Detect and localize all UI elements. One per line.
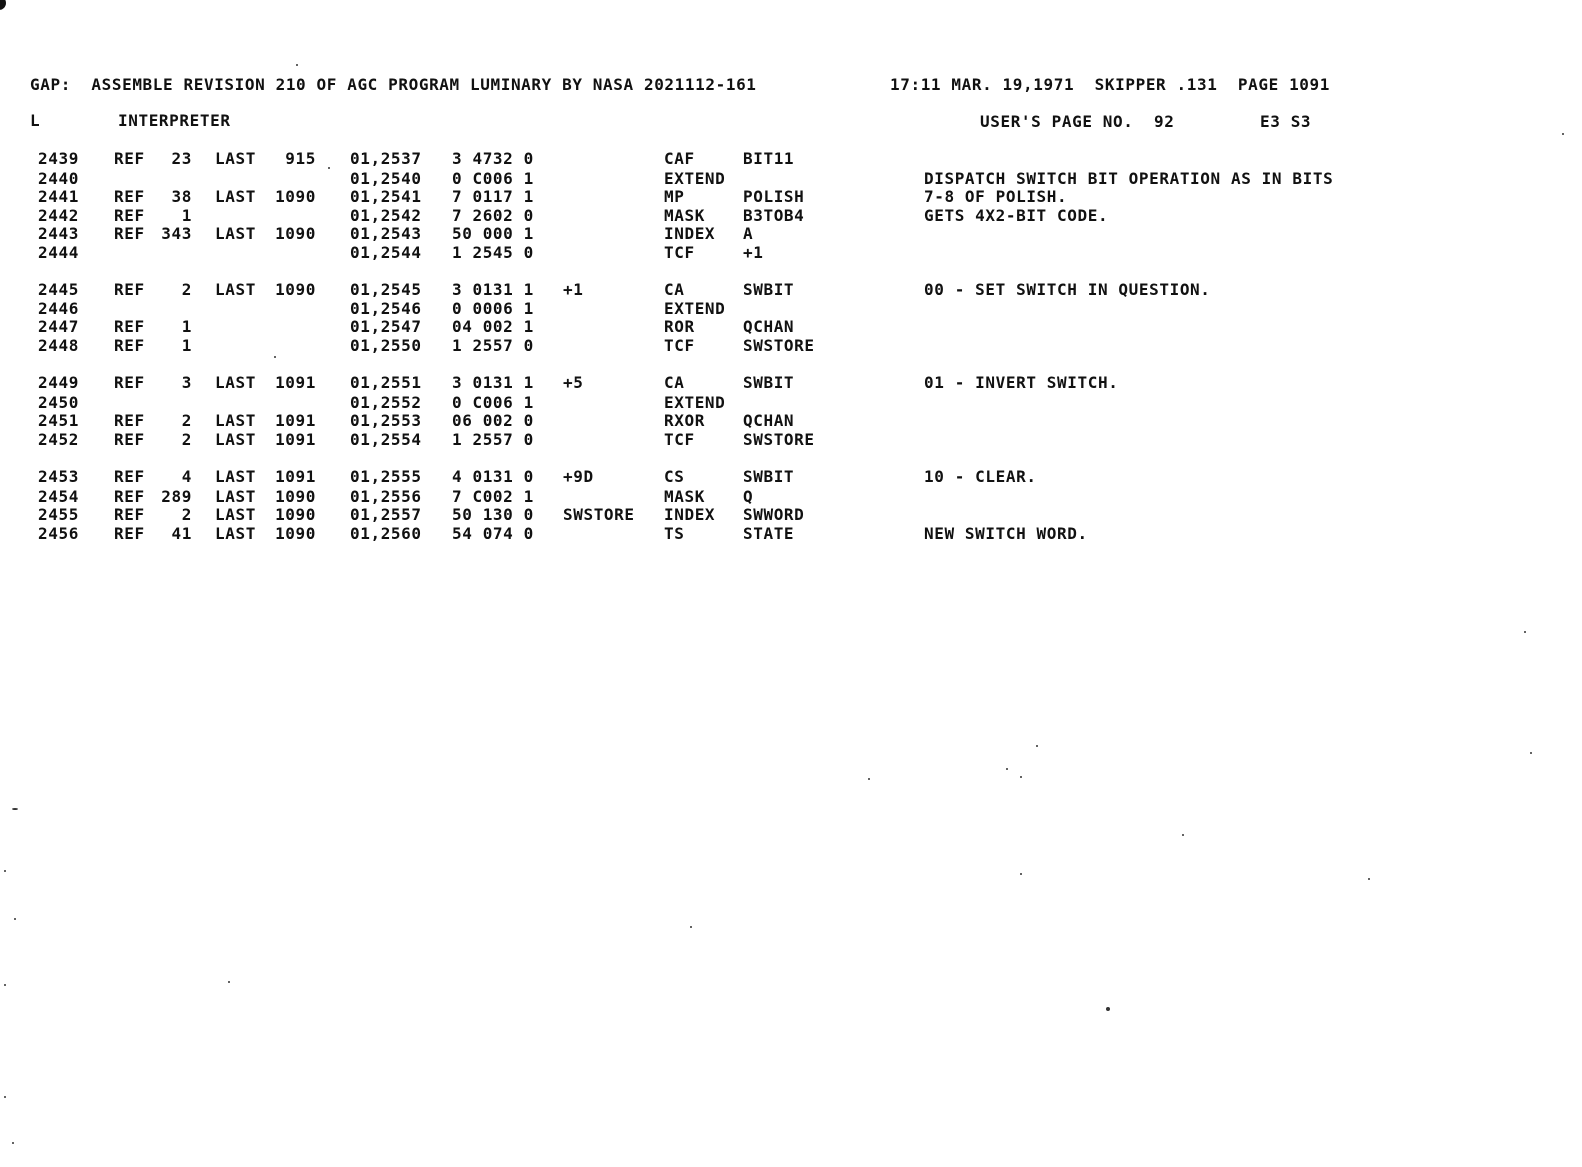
- octal-code: 04 002 1: [452, 317, 534, 336]
- scan-speck: [1020, 873, 1022, 875]
- octal-code: 0 0006 1: [452, 299, 534, 318]
- last-page: 1090: [275, 187, 316, 206]
- memory-address: 01,2554: [350, 430, 422, 449]
- operand: SWSTORE: [743, 430, 815, 449]
- scan-speck: [4, 870, 6, 872]
- header-section: INTERPRETER: [118, 111, 231, 130]
- listing-row: [0, 244, 1582, 262]
- ref-count: 2: [181, 505, 192, 524]
- memory-address: 01,2545: [350, 280, 422, 299]
- scan-speck: [274, 356, 276, 358]
- scan-speck: [1368, 878, 1370, 880]
- listing-row: [0, 281, 1582, 299]
- operand: B3TOB4: [743, 206, 805, 225]
- line-number: 2442: [38, 206, 79, 225]
- octal-code: 1 2545 0: [452, 243, 534, 262]
- ref-keyword: REF: [114, 524, 145, 543]
- last-keyword: LAST: [215, 505, 256, 524]
- line-number: 2452: [38, 430, 79, 449]
- scan-speck: [12, 808, 18, 810]
- last-keyword: LAST: [215, 373, 256, 392]
- memory-address: 01,2541: [350, 187, 422, 206]
- last-keyword: LAST: [215, 467, 256, 486]
- memory-address: 01,2544: [350, 243, 422, 262]
- operand: QCHAN: [743, 411, 795, 430]
- last-page: 1091: [275, 467, 316, 486]
- operand: Q: [743, 487, 754, 506]
- line-number: 2449: [38, 373, 79, 392]
- opcode: INDEX: [664, 224, 716, 243]
- opcode: MP: [664, 187, 685, 206]
- symbol-label: +9D: [563, 467, 594, 486]
- header-sheet-code: E3 S3: [1260, 112, 1312, 131]
- operand: SWBIT: [743, 373, 795, 392]
- last-keyword: LAST: [215, 224, 256, 243]
- ref-keyword: REF: [114, 206, 145, 225]
- opcode: RXOR: [664, 411, 705, 430]
- octal-code: 1 2557 0: [452, 336, 534, 355]
- scan-speck: [1006, 768, 1008, 770]
- opcode: ROR: [664, 317, 695, 336]
- scan-speck: [1106, 1007, 1110, 1011]
- operand: +1: [743, 243, 764, 262]
- symbol-label: SWSTORE: [563, 505, 635, 524]
- last-keyword: LAST: [215, 187, 256, 206]
- octal-code: 54 074 0: [452, 524, 534, 543]
- operand: SWSTORE: [743, 336, 815, 355]
- scan-speck: [328, 167, 330, 169]
- ref-count: 41: [171, 524, 192, 543]
- line-number: 2450: [38, 393, 79, 412]
- ref-keyword: REF: [114, 317, 145, 336]
- last-page: 1090: [275, 224, 316, 243]
- opcode: MASK: [664, 487, 705, 506]
- ref-keyword: REF: [114, 505, 145, 524]
- operand: QCHAN: [743, 317, 795, 336]
- last-page: 1090: [275, 280, 316, 299]
- opcode: MASK: [664, 206, 705, 225]
- last-keyword: LAST: [215, 524, 256, 543]
- octal-code: 7 2602 0: [452, 206, 534, 225]
- header-list-flag: L: [30, 111, 41, 130]
- ref-keyword: REF: [114, 187, 145, 206]
- opcode: INDEX: [664, 505, 716, 524]
- memory-address: 01,2552: [350, 393, 422, 412]
- listing-row: [0, 337, 1582, 355]
- comment: GETS 4X2-BIT CODE.: [924, 206, 1109, 225]
- line-number: 2451: [38, 411, 79, 430]
- ref-count: 2: [181, 430, 192, 449]
- ref-keyword: REF: [114, 224, 145, 243]
- listing-row: [0, 225, 1582, 243]
- comment: 10 - CLEAR.: [924, 467, 1037, 486]
- ref-count: 343: [161, 224, 192, 243]
- listing-row: [0, 506, 1582, 524]
- last-page: 1090: [275, 487, 316, 506]
- ref-count: 2: [181, 411, 192, 430]
- listing-row: [0, 374, 1582, 392]
- ref-keyword: REF: [114, 487, 145, 506]
- last-keyword: LAST: [215, 430, 256, 449]
- last-keyword: LAST: [215, 487, 256, 506]
- memory-address: 01,2540: [350, 169, 422, 188]
- operand: SWBIT: [743, 280, 795, 299]
- last-keyword: LAST: [215, 411, 256, 430]
- line-number: 2446: [38, 299, 79, 318]
- operand: A: [743, 224, 754, 243]
- opcode: TCF: [664, 336, 695, 355]
- listing-row: [0, 207, 1582, 225]
- scan-speck: [1524, 631, 1526, 633]
- ref-count: 23: [171, 149, 192, 168]
- octal-code: 50 000 1: [452, 224, 534, 243]
- octal-code: 7 C002 1: [452, 487, 534, 506]
- line-number: 2454: [38, 487, 79, 506]
- operand: SWBIT: [743, 467, 795, 486]
- scan-speck: [868, 778, 870, 780]
- line-number: 2443: [38, 224, 79, 243]
- octal-code: 50 130 0: [452, 505, 534, 524]
- opcode: CA: [664, 373, 685, 392]
- scan-speck: [690, 926, 692, 928]
- memory-address: 01,2553: [350, 411, 422, 430]
- ref-count: 4: [181, 467, 192, 486]
- ref-keyword: REF: [114, 467, 145, 486]
- opcode: TCF: [664, 430, 695, 449]
- scan-speck: [14, 918, 16, 920]
- memory-address: 01,2557: [350, 505, 422, 524]
- memory-address: 01,2537: [350, 149, 422, 168]
- last-page: 915: [285, 149, 316, 168]
- last-keyword: LAST: [215, 280, 256, 299]
- scan-speck: [296, 64, 298, 66]
- opcode: TCF: [664, 243, 695, 262]
- line-number: 2440: [38, 169, 79, 188]
- last-page: 1090: [275, 524, 316, 543]
- opcode: CA: [664, 280, 685, 299]
- header-user-page: USER'S PAGE NO. 92: [980, 112, 1175, 131]
- line-number: 2445: [38, 280, 79, 299]
- line-number: 2444: [38, 243, 79, 262]
- memory-address: 01,2547: [350, 317, 422, 336]
- ref-count: 38: [171, 187, 192, 206]
- listing-row: [0, 412, 1582, 430]
- octal-code: 3 0131 1: [452, 280, 534, 299]
- opcode: EXTEND: [664, 299, 726, 318]
- symbol-label: +5: [563, 373, 584, 392]
- operand: POLISH: [743, 187, 805, 206]
- line-number: 2447: [38, 317, 79, 336]
- ref-keyword: REF: [114, 149, 145, 168]
- last-keyword: LAST: [215, 149, 256, 168]
- scan-speck: [4, 1096, 6, 1098]
- listing-row: [0, 394, 1582, 412]
- listing-row: [0, 468, 1582, 486]
- octal-code: 3 4732 0: [452, 149, 534, 168]
- scan-speck: [1020, 776, 1022, 778]
- octal-code: 4 0131 0: [452, 467, 534, 486]
- comment: NEW SWITCH WORD.: [924, 524, 1088, 543]
- line-number: 2456: [38, 524, 79, 543]
- scan-speck: [1036, 745, 1038, 747]
- opcode: CAF: [664, 149, 695, 168]
- opcode: CS: [664, 467, 685, 486]
- header-title: GAP: ASSEMBLE REVISION 210 OF AGC PROGRAM LUMINARY BY NASA 2021112-161: [30, 75, 757, 94]
- line-number: 2448: [38, 336, 79, 355]
- header-date-page: 17:11 MAR. 19,1971 SKIPPER .131 PAGE 1091: [890, 75, 1331, 94]
- opcode: EXTEND: [664, 393, 726, 412]
- last-page: 1091: [275, 411, 316, 430]
- memory-address: 01,2556: [350, 487, 422, 506]
- ref-count: 289: [161, 487, 192, 506]
- listing-row: [0, 525, 1582, 543]
- last-page: 1091: [275, 430, 316, 449]
- line-number: 2455: [38, 505, 79, 524]
- ref-count: 1: [181, 336, 192, 355]
- comment: DISPATCH SWITCH BIT OPERATION AS IN BITS: [924, 169, 1334, 188]
- scan-speck: [1530, 752, 1532, 754]
- opcode: TS: [664, 524, 685, 543]
- memory-address: 01,2542: [350, 206, 422, 225]
- octal-code: 0 C006 1: [452, 393, 534, 412]
- comment: 01 - INVERT SWITCH.: [924, 373, 1119, 392]
- listing-row: [0, 488, 1582, 506]
- ref-count: 1: [181, 206, 192, 225]
- operand: BIT11: [743, 149, 795, 168]
- octal-code: 06 002 0: [452, 411, 534, 430]
- scan-speck: [1562, 133, 1564, 135]
- last-page: 1091: [275, 373, 316, 392]
- octal-code: 0 C006 1: [452, 169, 534, 188]
- line-number: 2453: [38, 467, 79, 486]
- line-number: 2439: [38, 149, 79, 168]
- comment: 00 - SET SWITCH IN QUESTION.: [924, 280, 1211, 299]
- ref-count: 2: [181, 280, 192, 299]
- last-page: 1090: [275, 505, 316, 524]
- memory-address: 01,2551: [350, 373, 422, 392]
- scan-speck: [228, 981, 230, 983]
- binding-hole-mark: [0, 0, 6, 10]
- memory-address: 01,2555: [350, 467, 422, 486]
- listing-row: [0, 170, 1582, 188]
- memory-address: 01,2560: [350, 524, 422, 543]
- line-number: 2441: [38, 187, 79, 206]
- ref-count: 3: [181, 373, 192, 392]
- ref-keyword: REF: [114, 336, 145, 355]
- memory-address: 01,2550: [350, 336, 422, 355]
- listing-row: [0, 431, 1582, 449]
- comment: 7-8 OF POLISH.: [924, 187, 1068, 206]
- listing-row: [0, 150, 1582, 168]
- octal-code: 3 0131 1: [452, 373, 534, 392]
- listing-row: [0, 188, 1582, 206]
- scan-speck: [4, 984, 6, 986]
- ref-keyword: REF: [114, 373, 145, 392]
- octal-code: 7 0117 1: [452, 187, 534, 206]
- octal-code: 1 2557 0: [452, 430, 534, 449]
- scan-speck: [1182, 834, 1184, 836]
- symbol-label: +1: [563, 280, 584, 299]
- scan-speck: [12, 1142, 14, 1144]
- operand: STATE: [743, 524, 795, 543]
- ref-keyword: REF: [114, 280, 145, 299]
- listing-row: [0, 300, 1582, 318]
- ref-count: 1: [181, 317, 192, 336]
- listing-row: [0, 318, 1582, 336]
- ref-keyword: REF: [114, 430, 145, 449]
- operand: SWWORD: [743, 505, 805, 524]
- memory-address: 01,2546: [350, 299, 422, 318]
- opcode: EXTEND: [664, 169, 726, 188]
- memory-address: 01,2543: [350, 224, 422, 243]
- ref-keyword: REF: [114, 411, 145, 430]
